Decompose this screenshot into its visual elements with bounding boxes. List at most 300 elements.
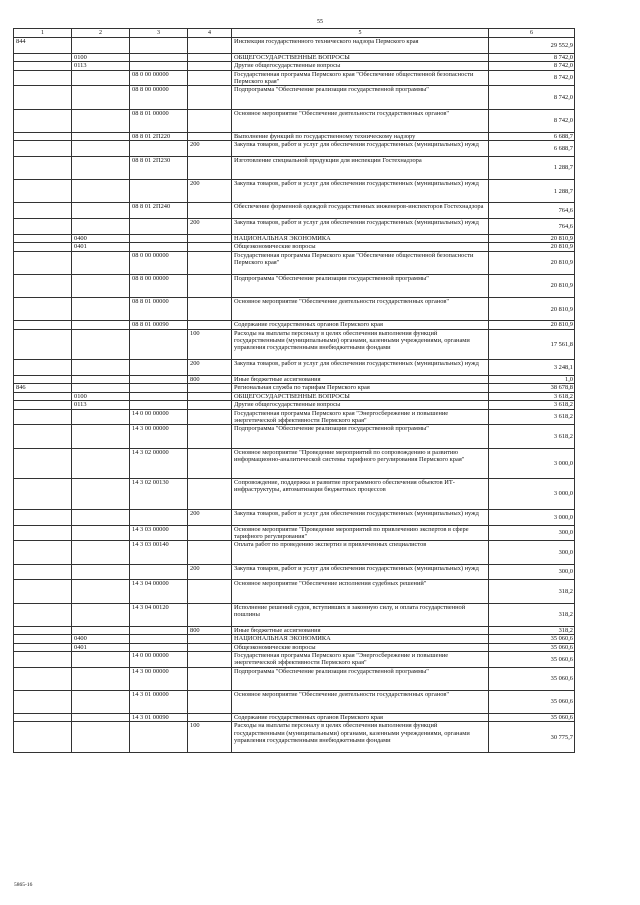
amount-cell: 3 000,0: [489, 509, 575, 525]
item-name-cell: Другие общегосударственные вопросы: [232, 401, 489, 409]
table-row: [14, 62, 575, 70]
ministry-code-cell: [14, 509, 72, 525]
header-col-5: 5: [232, 29, 489, 38]
expense-type-code-cell: [188, 243, 232, 251]
amount-cell: 764,6: [489, 203, 575, 219]
section-code-cell: [72, 667, 130, 690]
amount-cell: 3 000,0: [489, 479, 575, 510]
section-code-cell: [72, 651, 130, 667]
item-name-cell: ОБЩЕГОСУДАРСТВЕННЫЕ ВОПРОСЫ: [232, 392, 489, 400]
target-article-code-cell: 14 3 02 00000: [130, 448, 188, 479]
expense-type-code-cell: 800: [188, 626, 232, 634]
item-name-cell: Иные бюджетные ассигнования: [232, 626, 489, 634]
amount-cell: 3 618,2: [489, 409, 575, 425]
target-article-code-cell: 08 0 00 00000: [130, 70, 188, 86]
ministry-code-cell: [14, 298, 72, 321]
ministry-code-cell: [14, 321, 72, 329]
target-article-code-cell: 08 8 00 00000: [130, 274, 188, 297]
item-name-cell: Региональная служба по тарифам Пермского края: [232, 384, 489, 392]
section-code-cell: 0401: [72, 643, 130, 651]
expense-type-code-cell: [188, 479, 232, 510]
ministry-code-cell: [14, 525, 72, 541]
amount-cell: 35 060,6: [489, 635, 575, 643]
item-name-cell: Закупка товаров, работ и услуг для обеспечения государственных (муниципальных) нужд: [232, 360, 489, 376]
expense-type-code-cell: [188, 86, 232, 109]
header-col-6: 6: [489, 29, 575, 38]
expense-type-code-cell: [188, 53, 232, 61]
item-name-cell: Закупка товаров, работ и услуг для обеспечения государственных (муниципальных) нужд: [232, 509, 489, 525]
section-code-cell: [72, 626, 130, 634]
target-article-code-cell: 08 8 01 2П230: [130, 156, 188, 179]
item-name-cell: Основное мероприятие "Проведение мероприятий по привлечению экспертов в сфере тарифного регулирования": [232, 525, 489, 541]
item-name-cell: Содержание государственных органов Пермского края: [232, 321, 489, 329]
amount-cell: 3 618,2: [489, 392, 575, 400]
table-row: [14, 667, 575, 690]
ministry-code-cell: [14, 651, 72, 667]
section-code-cell: [72, 274, 130, 297]
expense-type-code-cell: [188, 156, 232, 179]
table-header-row: [14, 29, 575, 38]
table-row: [14, 86, 575, 109]
section-code-cell: [72, 203, 130, 219]
ministry-code-cell: [14, 329, 72, 360]
item-name-cell: Основное мероприятие "Обеспечение деятельности государственных органов": [232, 109, 489, 132]
target-article-code-cell: 14 3 04 00000: [130, 580, 188, 603]
header-col-1: 1: [14, 29, 72, 38]
item-name-cell: НАЦИОНАЛЬНАЯ ЭКОНОМИКА: [232, 234, 489, 242]
table-row: [14, 360, 575, 376]
table-row: [14, 580, 575, 603]
item-name-cell: НАЦИОНАЛЬНАЯ ЭКОНОМИКА: [232, 635, 489, 643]
section-code-cell: 0400: [72, 635, 130, 643]
target-article-code-cell: [130, 62, 188, 70]
target-article-code-cell: [130, 38, 188, 54]
ministry-code-cell: [14, 690, 72, 713]
header-col-3: 3: [130, 29, 188, 38]
item-name-cell: Общеэкономические вопросы: [232, 643, 489, 651]
amount-cell: 17 561,8: [489, 329, 575, 360]
table-row: [14, 376, 575, 384]
item-name-cell: Инспекция государственного технического надзора Пермского края: [232, 38, 489, 54]
item-name-cell: Закупка товаров, работ и услуг для обеспечения государственных (муниципальных) нужд: [232, 180, 489, 203]
table-row: [14, 70, 575, 86]
target-article-code-cell: [130, 722, 188, 753]
expense-type-code-cell: [188, 251, 232, 274]
target-article-code-cell: [130, 141, 188, 157]
target-article-code-cell: 08 8 01 2П220: [130, 132, 188, 140]
ministry-code-cell: [14, 243, 72, 251]
expense-type-code-cell: 200: [188, 360, 232, 376]
target-article-code-cell: [130, 392, 188, 400]
amount-cell: 1 288,7: [489, 180, 575, 203]
table-row: [14, 298, 575, 321]
target-article-code-cell: 08 8 01 00090: [130, 321, 188, 329]
amount-cell: 29 552,9: [489, 38, 575, 54]
target-article-code-cell: [130, 564, 188, 580]
amount-cell: 300,0: [489, 564, 575, 580]
section-code-cell: [72, 425, 130, 448]
expense-type-code-cell: [188, 448, 232, 479]
item-name-cell: ОБЩЕГОСУДАРСТВЕННЫЕ ВОПРОСЫ: [232, 53, 489, 61]
table-row: [14, 564, 575, 580]
section-code-cell: [72, 603, 130, 626]
amount-cell: 8 742,0: [489, 53, 575, 61]
ministry-code-cell: [14, 109, 72, 132]
item-name-cell: Общеэкономические вопросы: [232, 243, 489, 251]
ministry-code-cell: [14, 251, 72, 274]
target-article-code-cell: 14 3 04 00120: [130, 603, 188, 626]
amount-cell: 6 688,7: [489, 132, 575, 140]
budget-table: [13, 28, 575, 753]
item-name-cell: Основное мероприятие "Обеспечение деятельности государственных органов": [232, 298, 489, 321]
ministry-code-cell: [14, 448, 72, 479]
amount-cell: 764,6: [489, 219, 575, 235]
ministry-code-cell: 846: [14, 384, 72, 392]
target-article-code-cell: 08 8 01 00000: [130, 109, 188, 132]
table-row: [14, 156, 575, 179]
item-name-cell: Обеспечение форменной одеждой государственных инженеров-инспекторов Гостехнадзора: [232, 203, 489, 219]
expense-type-code-cell: 100: [188, 722, 232, 753]
item-name-cell: Иные бюджетные ассигнования: [232, 376, 489, 384]
table-row: [14, 38, 575, 54]
table-row: [14, 274, 575, 297]
ministry-code-cell: [14, 53, 72, 61]
target-article-code-cell: [130, 234, 188, 242]
section-code-cell: [72, 409, 130, 425]
ministry-code-cell: [14, 156, 72, 179]
item-name-cell: Изготовление специальной продукции для инспекции Гостехнадзора: [232, 156, 489, 179]
item-name-cell: Основное мероприятие "Обеспечение деятельности государственных органов": [232, 690, 489, 713]
ministry-code-cell: [14, 409, 72, 425]
item-name-cell: Подпрограмма "Обеспечение реализации государственной программы": [232, 667, 489, 690]
expense-type-code-cell: [188, 70, 232, 86]
expense-type-code-cell: [188, 234, 232, 242]
ministry-code-cell: [14, 479, 72, 510]
target-article-code-cell: 08 0 00 00000: [130, 251, 188, 274]
section-code-cell: [72, 384, 130, 392]
section-code-cell: [72, 141, 130, 157]
table-row: [14, 509, 575, 525]
section-code-cell: [72, 180, 130, 203]
expense-type-code-cell: 200: [188, 509, 232, 525]
ministry-code-cell: [14, 401, 72, 409]
ministry-code-cell: [14, 360, 72, 376]
amount-cell: 3 618,2: [489, 425, 575, 448]
item-name-cell: Основное мероприятие "Проведение мероприятий по сопровождению и развитию информационно-аналитической системы тарифного регулирования Пермского края": [232, 448, 489, 479]
expense-type-code-cell: [188, 132, 232, 140]
section-code-cell: [72, 448, 130, 479]
table-row: [14, 690, 575, 713]
table-row: [14, 714, 575, 722]
ministry-code-cell: [14, 376, 72, 384]
target-article-code-cell: 08 8 01 00000: [130, 298, 188, 321]
target-article-code-cell: [130, 180, 188, 203]
amount-cell: 35 060,6: [489, 651, 575, 667]
item-name-cell: Исполнение решений судов, вступивших в законную силу, и оплата государственной пошлины: [232, 603, 489, 626]
amount-cell: 20 810,9: [489, 251, 575, 274]
ministry-code-cell: [14, 62, 72, 70]
amount-cell: 300,0: [489, 541, 575, 564]
item-name-cell: Расходы на выплаты персоналу в целях обеспечения выполнения функций государственными (муниципальными) органами, казенными учреждениями, органами управления государственными внебюджетными фондами: [232, 722, 489, 753]
section-code-cell: [72, 690, 130, 713]
expense-type-code-cell: [188, 714, 232, 722]
table-row: [14, 329, 575, 360]
expense-type-code-cell: [188, 667, 232, 690]
amount-cell: 8 742,0: [489, 62, 575, 70]
target-article-code-cell: [130, 401, 188, 409]
target-article-code-cell: 14 3 03 00000: [130, 525, 188, 541]
ministry-code-cell: 844: [14, 38, 72, 54]
table-row: [14, 109, 575, 132]
amount-cell: 3 618,2: [489, 401, 575, 409]
target-article-code-cell: [130, 376, 188, 384]
section-code-cell: [72, 580, 130, 603]
table-row: [14, 525, 575, 541]
amount-cell: 35 060,6: [489, 643, 575, 651]
section-code-cell: [72, 156, 130, 179]
expense-type-code-cell: [188, 643, 232, 651]
expense-type-code-cell: [188, 690, 232, 713]
target-article-code-cell: 14 3 01 00090: [130, 714, 188, 722]
ministry-code-cell: [14, 132, 72, 140]
section-code-cell: 0401: [72, 243, 130, 251]
item-name-cell: Закупка товаров, работ и услуг для обеспечения государственных (муниципальных) нужд: [232, 219, 489, 235]
expense-type-code-cell: 200: [188, 141, 232, 157]
item-name-cell: Расходы на выплаты персоналу в целях обеспечения выполнения функций государственными (муниципальными) органами, казенными учреждениями, органами управления государственными внебюджетными фондами: [232, 329, 489, 360]
amount-cell: 30 775,7: [489, 722, 575, 753]
table-row: [14, 203, 575, 219]
expense-type-code-cell: [188, 38, 232, 54]
expense-type-code-cell: [188, 635, 232, 643]
expense-type-code-cell: [188, 425, 232, 448]
amount-cell: 20 810,9: [489, 234, 575, 242]
expense-type-code-cell: 200: [188, 180, 232, 203]
expense-type-code-cell: 200: [188, 219, 232, 235]
ministry-code-cell: [14, 70, 72, 86]
target-article-code-cell: [130, 243, 188, 251]
ministry-code-cell: [14, 274, 72, 297]
item-name-cell: Государственная программа Пермского края "Энергосбережение и повышение энергетической эффективности Пермского края": [232, 409, 489, 425]
section-code-cell: [72, 722, 130, 753]
amount-cell: 20 810,9: [489, 321, 575, 329]
ministry-code-cell: [14, 626, 72, 634]
expense-type-code-cell: [188, 384, 232, 392]
ministry-code-cell: [14, 180, 72, 203]
ministry-code-cell: [14, 667, 72, 690]
item-name-cell: Подпрограмма "Обеспечение реализации государственной программы": [232, 274, 489, 297]
table-row: [14, 384, 575, 392]
amount-cell: 35 060,6: [489, 690, 575, 713]
target-article-code-cell: 14 3 02 00130: [130, 479, 188, 510]
amount-cell: 318,2: [489, 580, 575, 603]
expense-type-code-cell: [188, 603, 232, 626]
table-row: [14, 392, 575, 400]
table-row: [14, 141, 575, 157]
section-code-cell: 0100: [72, 392, 130, 400]
expense-type-code-cell: [188, 651, 232, 667]
amount-cell: 20 810,9: [489, 274, 575, 297]
table-row: [14, 425, 575, 448]
section-code-cell: [72, 70, 130, 86]
table-row: [14, 180, 575, 203]
expense-type-code-cell: [188, 62, 232, 70]
amount-cell: 1,0: [489, 376, 575, 384]
section-code-cell: [72, 541, 130, 564]
item-name-cell: Закупка товаров, работ и услуг для обеспечения государственных (муниципальных) нужд: [232, 141, 489, 157]
table-row: [14, 243, 575, 251]
section-code-cell: [72, 38, 130, 54]
amount-cell: 318,2: [489, 626, 575, 634]
amount-cell: 20 810,9: [489, 243, 575, 251]
expense-type-code-cell: [188, 541, 232, 564]
amount-cell: 318,2: [489, 603, 575, 626]
ministry-code-cell: [14, 643, 72, 651]
expense-type-code-cell: [188, 203, 232, 219]
table-row: [14, 409, 575, 425]
page-number: 55: [317, 19, 323, 25]
section-code-cell: [72, 360, 130, 376]
table-row: [14, 722, 575, 753]
section-code-cell: [72, 251, 130, 274]
table-row: [14, 234, 575, 242]
ministry-code-cell: [14, 425, 72, 448]
amount-cell: 3 248,1: [489, 360, 575, 376]
ministry-code-cell: [14, 86, 72, 109]
target-article-code-cell: 08 8 01 2П240: [130, 203, 188, 219]
target-article-code-cell: 14 0 00 00000: [130, 409, 188, 425]
item-name-cell: Государственная программа Пермского края "Энергосбережение и повышение энергетической эффективности Пермского края": [232, 651, 489, 667]
ministry-code-cell: [14, 580, 72, 603]
table-row: [14, 132, 575, 140]
item-name-cell: Закупка товаров, работ и услуг для обеспечения государственных (муниципальных) нужд: [232, 564, 489, 580]
expense-type-code-cell: 100: [188, 329, 232, 360]
table-row: [14, 448, 575, 479]
section-code-cell: [72, 86, 130, 109]
expense-type-code-cell: [188, 109, 232, 132]
item-name-cell: Подпрограмма "Обеспечение реализации государственной программы": [232, 86, 489, 109]
expense-type-code-cell: [188, 409, 232, 425]
ministry-code-cell: [14, 541, 72, 564]
section-code-cell: 0100: [72, 53, 130, 61]
ministry-code-cell: [14, 635, 72, 643]
item-name-cell: Подпрограмма "Обеспечение реализации государственной программы": [232, 425, 489, 448]
ministry-code-cell: [14, 603, 72, 626]
amount-cell: 6 688,7: [489, 141, 575, 157]
target-article-code-cell: 14 3 00 00000: [130, 425, 188, 448]
amount-cell: 35 060,6: [489, 714, 575, 722]
section-code-cell: [72, 564, 130, 580]
ministry-code-cell: [14, 234, 72, 242]
target-article-code-cell: [130, 626, 188, 634]
table-row: [14, 219, 575, 235]
target-article-code-cell: [130, 643, 188, 651]
ministry-code-cell: [14, 203, 72, 219]
table-row: [14, 651, 575, 667]
header-col-4: 4: [188, 29, 232, 38]
section-code-cell: 0400: [72, 234, 130, 242]
amount-cell: 38 678,8: [489, 384, 575, 392]
target-article-code-cell: [130, 635, 188, 643]
ministry-code-cell: [14, 714, 72, 722]
section-code-cell: [72, 219, 130, 235]
expense-type-code-cell: [188, 274, 232, 297]
item-name-cell: Государственная программа Пермского края "Обеспечение общественной безопасности Пермского края": [232, 70, 489, 86]
section-code-cell: 0113: [72, 401, 130, 409]
ministry-code-cell: [14, 392, 72, 400]
amount-cell: 35 060,6: [489, 667, 575, 690]
section-code-cell: [72, 329, 130, 360]
item-name-cell: Государственная программа Пермского края "Обеспечение общественной безопасности Пермского края": [232, 251, 489, 274]
amount-cell: 3 000,0: [489, 448, 575, 479]
table-row: [14, 251, 575, 274]
table-row: [14, 643, 575, 651]
table-row: [14, 53, 575, 61]
ministry-code-cell: [14, 722, 72, 753]
section-code-cell: [72, 509, 130, 525]
item-name-cell: Сопровождение, поддержка и развитие программного обеспечения объектов ИТ-инфраструктуры, автоматизации бюджетных процессов: [232, 479, 489, 510]
section-code-cell: [72, 714, 130, 722]
expense-type-code-cell: [188, 580, 232, 603]
item-name-cell: Выполнение функций по государственному техническому надзору: [232, 132, 489, 140]
section-code-cell: [72, 525, 130, 541]
section-code-cell: 0113: [72, 62, 130, 70]
expense-type-code-cell: 200: [188, 564, 232, 580]
target-article-code-cell: 14 0 00 00000: [130, 651, 188, 667]
item-name-cell: Содержание государственных органов Пермского края: [232, 714, 489, 722]
section-code-cell: [72, 132, 130, 140]
expense-type-code-cell: [188, 525, 232, 541]
target-article-code-cell: [130, 219, 188, 235]
table-row: [14, 626, 575, 634]
table-row: [14, 401, 575, 409]
table-row: [14, 635, 575, 643]
ministry-code-cell: [14, 219, 72, 235]
target-article-code-cell: [130, 53, 188, 61]
section-code-cell: [72, 321, 130, 329]
section-code-cell: [72, 298, 130, 321]
ministry-code-cell: [14, 564, 72, 580]
amount-cell: 300,0: [489, 525, 575, 541]
header-col-2: 2: [72, 29, 130, 38]
amount-cell: 20 810,9: [489, 298, 575, 321]
item-name-cell: Основное мероприятие "Обеспечение исполнения судебных решений": [232, 580, 489, 603]
table-row: [14, 321, 575, 329]
target-article-code-cell: [130, 329, 188, 360]
item-name-cell: Оплата работ по проведению экспертиз и привлеченных специалистов: [232, 541, 489, 564]
table-row: [14, 603, 575, 626]
target-article-code-cell: [130, 360, 188, 376]
target-article-code-cell: 14 3 01 00000: [130, 690, 188, 713]
expense-type-code-cell: [188, 298, 232, 321]
item-name-cell: Другие общегосударственные вопросы: [232, 62, 489, 70]
target-article-code-cell: 14 3 03 00140: [130, 541, 188, 564]
ministry-code-cell: [14, 141, 72, 157]
amount-cell: 8 742,0: [489, 109, 575, 132]
amount-cell: 8 742,0: [489, 86, 575, 109]
expense-type-code-cell: [188, 321, 232, 329]
amount-cell: 1 288,7: [489, 156, 575, 179]
target-article-code-cell: 14 3 00 00000: [130, 667, 188, 690]
section-code-cell: [72, 479, 130, 510]
expense-type-code-cell: [188, 401, 232, 409]
target-article-code-cell: 08 8 00 00000: [130, 86, 188, 109]
target-article-code-cell: [130, 509, 188, 525]
expense-type-code-cell: 800: [188, 376, 232, 384]
footer-code: 5865-16: [14, 882, 33, 888]
section-code-cell: [72, 376, 130, 384]
table-row: [14, 479, 575, 510]
section-code-cell: [72, 109, 130, 132]
